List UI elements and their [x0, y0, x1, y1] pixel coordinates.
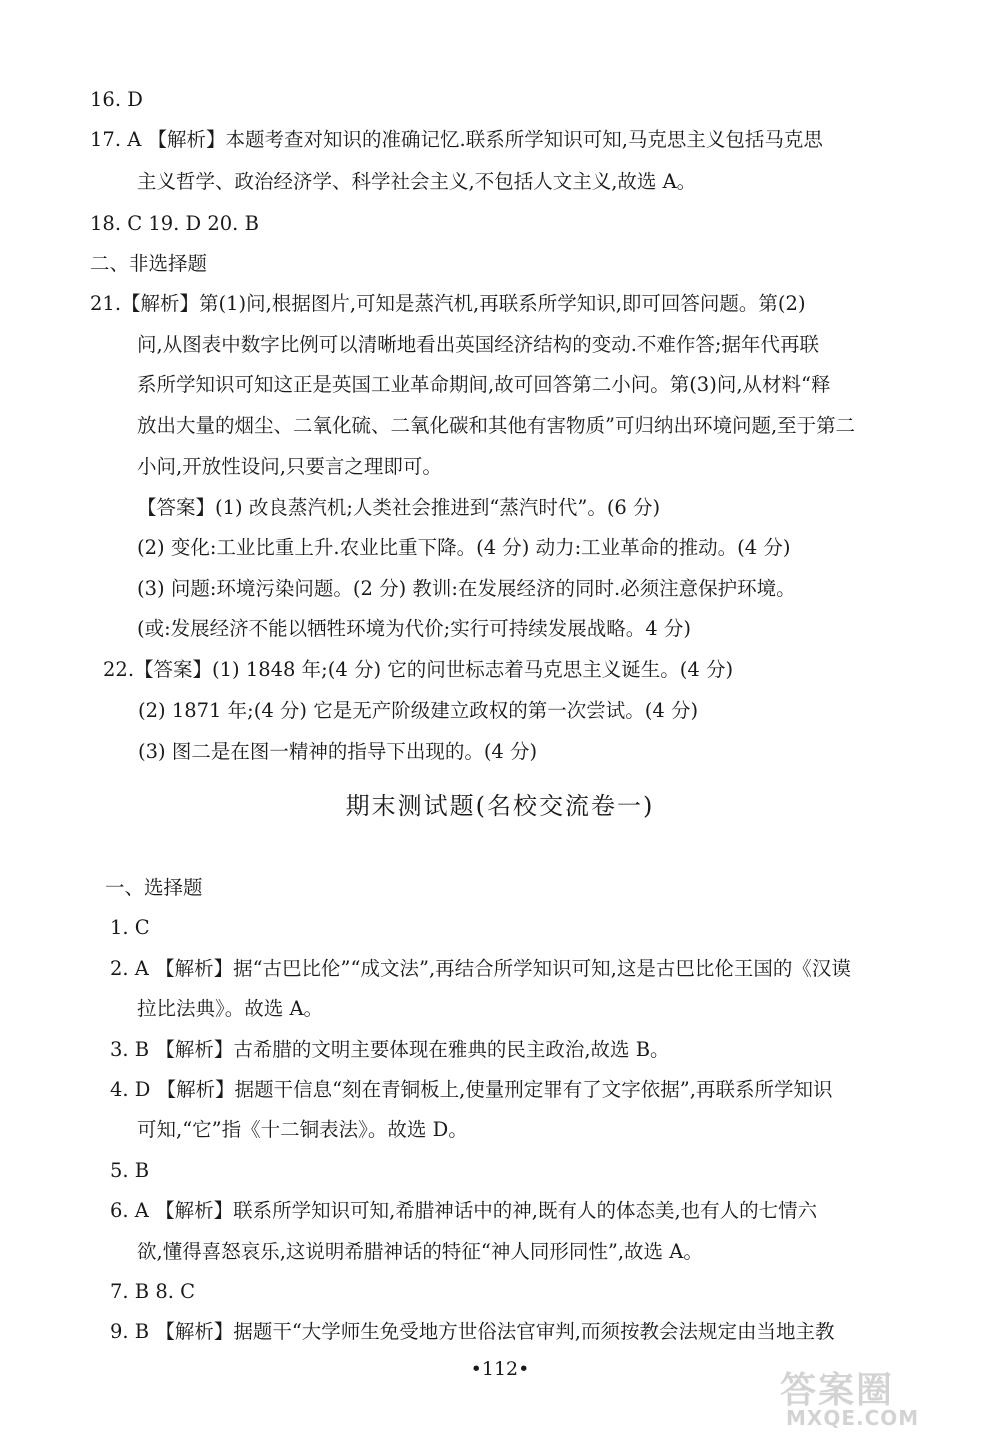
answer-21-key-2: (2) 变化:工业比重上升.农业比重下降。(4 分) 动力:工业革命的推动。(4 分): [137, 536, 791, 559]
watermark-logo: [780, 1362, 980, 1432]
exam-title: 期末测试题(名校交流卷一): [345, 792, 655, 820]
watermark-text: 答案圈: [780, 1370, 895, 1411]
answer-21-analysis: 21.【解析】第(1)问,根据图片,可知是蒸汽机,再联系所学知识,即可回答问题。第(2): [90, 292, 806, 315]
answer-21-analysis-cont: 放出大量的烟尘、二氧化硫、二氧化碳和其他有害物质”可归纳出环境问题,至于第二: [137, 414, 856, 437]
answer-9: 9. B 【解析】据题干“大学师生免受地方世俗法官审判,而须按教会法规定由当地主教: [110, 1320, 835, 1343]
section-heading-2: 二、非选择题: [90, 252, 208, 275]
answer-6-cont: 欲,懂得喜怒哀乐,这说明希腊神话的特征“神人同形同性”,故选 A。: [137, 1240, 703, 1263]
answer-17-cont: 主义哲学、政治经济学、科学社会主义,不包括人文主义,故选 A。: [137, 170, 697, 193]
page-number: •112•: [470, 1358, 530, 1380]
answer-21-analysis-cont: 系所学知识可知这正是英国工业革命期间,故可回答第二小问。第(3)问,从材料“释: [137, 373, 831, 396]
watermark-url: MXQE.COM: [786, 1406, 920, 1430]
answer-4-cont: 可知,“它”指《十二铜表法》。故选 D。: [137, 1118, 468, 1141]
answer-21-key-3: (3) 问题:环境污染问题。(2 分) 教训:在发展经济的同时.必须注意保护环境。: [137, 577, 796, 600]
answer-6: 6. A 【解析】联系所学知识可知,希腊神话中的神,既有人的体态美,也有人的七情六: [110, 1199, 818, 1222]
answer-18-20: 18. C 19. D 20. B: [90, 212, 259, 235]
section-heading-1: 一、选择题: [105, 876, 203, 899]
answer-21-key-3-alt: (或:发展经济不能以牺牲环境为代价;实行可持续发展战略。4 分): [137, 617, 691, 640]
answer-21-analysis-cont: 小问,开放性设问,只要言之理即可。: [137, 455, 442, 478]
answer-5: 5. B: [110, 1159, 150, 1182]
answer-22-key-2: (2) 1871 年;(4 分) 它是无产阶级建立政权的第一次尝试。(4 分): [138, 699, 699, 722]
answer-2: 2. A 【解析】据“古巴比伦”“成文法”,再结合所学知识可知,这是古巴比伦王国的《汉谟: [110, 957, 851, 980]
answer-21-analysis-cont: 问,从图表中数字比例可以清晰地看出英国经济结构的变动.不难作答;据年代再联: [137, 333, 819, 356]
answer-1: 1. C: [110, 916, 150, 939]
answer-22-key-3: (3) 图二是在图一精神的指导下出现的。(4 分): [138, 740, 538, 763]
answer-2-cont: 拉比法典》。故选 A。: [137, 997, 324, 1020]
answer-17: 17. A 【解析】本题考查对知识的准确记忆.联系所学知识可知,马克思主义包括马克思: [90, 128, 823, 151]
answer-7-8: 7. B 8. C: [110, 1280, 196, 1303]
answer-22-key-1: 22.【答案】(1) 1848 年;(4 分) 它的问世标志着马克思主义诞生。(4 分): [103, 658, 734, 681]
answer-3: 3. B 【解析】古希腊的文明主要体现在雅典的民主政治,故选 B。: [110, 1038, 670, 1061]
answer-4: 4. D 【解析】据题干信息“刻在青铜板上,使量刑定罪有了文字依据”,再联系所学知识: [110, 1078, 833, 1101]
answer-21-key-1: 【答案】(1) 改良蒸汽机;人类社会推进到“蒸汽时代”。(6 分): [137, 496, 661, 519]
answer-16: 16. D: [90, 88, 143, 111]
